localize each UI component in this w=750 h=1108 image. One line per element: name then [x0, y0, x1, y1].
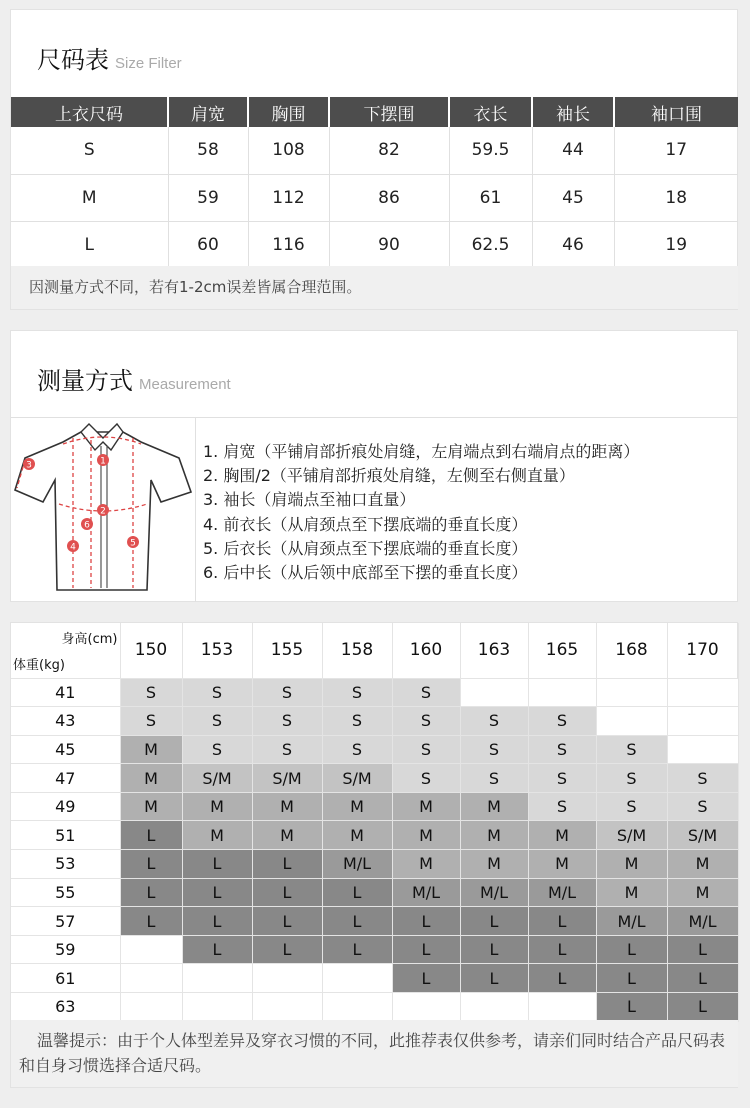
size-cell: [528, 678, 596, 707]
size-cell: M: [528, 850, 596, 879]
table-cell: 58: [168, 127, 248, 174]
size-cell: S: [182, 678, 252, 707]
size-cell: L: [252, 878, 322, 907]
size-cell: M/L: [392, 878, 460, 907]
size-cell: L: [252, 907, 322, 936]
table-cell: 44: [532, 127, 614, 174]
size-cell: L: [182, 907, 252, 936]
size-cell: [120, 935, 182, 964]
size-cell: S: [528, 707, 596, 736]
table-row: [11, 792, 738, 821]
table-cell: 62.5: [449, 221, 532, 268]
size-cell: M: [460, 850, 528, 879]
size-cell: L: [322, 935, 392, 964]
size-cell: [120, 964, 182, 993]
size-cell: S/M: [667, 821, 738, 850]
size-cell: [252, 964, 322, 993]
weight-header: 45: [11, 735, 120, 764]
weight-header: 53: [11, 850, 120, 879]
size-cell: S: [667, 764, 738, 793]
table-cell: 61: [449, 174, 532, 221]
size-cell: S: [392, 678, 460, 707]
weight-header: 47: [11, 764, 120, 793]
size-cell: [596, 678, 667, 707]
marker-6: 6: [84, 520, 90, 531]
size-cell: S: [322, 707, 392, 736]
size-cell: S: [596, 792, 667, 821]
size-cell: M: [667, 850, 738, 879]
size-cell: M: [392, 850, 460, 879]
size-cell: [528, 993, 596, 1022]
table-cell: 90: [329, 221, 449, 268]
size-cell: S: [596, 735, 667, 764]
height-header: 155: [252, 623, 322, 678]
measure-list: [203, 440, 639, 585]
size-cell: S: [392, 707, 460, 736]
size-cell: S: [596, 764, 667, 793]
size-cell: L: [460, 935, 528, 964]
measure-panel: [10, 330, 738, 602]
size-cell: L: [596, 993, 667, 1022]
size-cell: M: [322, 792, 392, 821]
size-cell: [182, 993, 252, 1022]
weight-label: 体重(kg): [13, 657, 65, 673]
size-cell: M: [120, 792, 182, 821]
size-cell: M: [460, 792, 528, 821]
table-cell: 46: [532, 221, 614, 268]
table-cell: M: [11, 174, 168, 221]
column-header: 袖口围: [614, 97, 738, 127]
size-cell: L: [252, 850, 322, 879]
table-cell: 108: [248, 127, 329, 174]
column-header: 胸围: [248, 97, 329, 127]
marker-2: 2: [100, 506, 106, 517]
size-cell: L: [322, 907, 392, 936]
table-cell: 19: [614, 221, 738, 268]
size-title-cn: 尺码表: [37, 46, 109, 74]
size-cell: S: [392, 735, 460, 764]
size-cell: L: [528, 964, 596, 993]
size-cell: M: [322, 821, 392, 850]
size-cell: S: [528, 792, 596, 821]
size-cell: S/M: [322, 764, 392, 793]
size-cell: L: [596, 964, 667, 993]
size-cell: S: [528, 735, 596, 764]
weight-header: 43: [11, 707, 120, 736]
size-cell: M: [460, 821, 528, 850]
size-cell: L: [182, 850, 252, 879]
size-table: [11, 97, 738, 269]
height-header: 153: [182, 623, 252, 678]
list-item: 2. 胸围/2（平铺肩部折痕处肩缝，左侧至右侧直量）: [203, 466, 575, 486]
table-cell: 86: [329, 174, 449, 221]
size-cell: L: [667, 993, 738, 1022]
size-cell: L: [596, 935, 667, 964]
table-cell: 18: [614, 174, 738, 221]
list-item: 3. 袖长（肩端点至袖口直量）: [203, 490, 416, 510]
height-header: 163: [460, 623, 528, 678]
table-row: [11, 678, 738, 707]
measure-section-title: [37, 361, 231, 396]
size-cell: [322, 964, 392, 993]
list-item: 1. 肩宽（平铺肩部折痕处肩缝，左肩端点到右端肩点的距离）: [203, 442, 640, 461]
column-header: 衣长: [449, 97, 532, 127]
weight-header: 55: [11, 878, 120, 907]
marker-5: 5: [130, 538, 136, 549]
size-cell: M/L: [460, 878, 528, 907]
size-cell: [667, 735, 738, 764]
shirt-diagram-icon: [11, 418, 196, 602]
size-cell: S: [460, 707, 528, 736]
size-cell: L: [182, 878, 252, 907]
table-cell: 82: [329, 127, 449, 174]
column-header: 上衣尺码: [11, 97, 168, 127]
size-cell: L: [392, 964, 460, 993]
size-cell: M/L: [667, 907, 738, 936]
table-row: [11, 964, 738, 993]
size-cell: M: [252, 821, 322, 850]
size-cell: S: [322, 678, 392, 707]
shirt-diagram-cell: [11, 418, 196, 602]
weight-header: 51: [11, 821, 120, 850]
table-row: [11, 907, 738, 936]
height-label: 身高(cm): [61, 632, 118, 647]
height-header: 165: [528, 623, 596, 678]
size-cell: M: [182, 821, 252, 850]
size-cell: [667, 707, 738, 736]
size-cell: L: [667, 935, 738, 964]
size-cell: S/M: [182, 764, 252, 793]
size-cell: L: [120, 850, 182, 879]
measure-title-en: Measurement: [139, 376, 231, 393]
size-cell: L: [392, 935, 460, 964]
table-cell: 60: [168, 221, 248, 268]
size-cell: M: [392, 792, 460, 821]
size-cell: [120, 993, 182, 1022]
size-cell: S/M: [252, 764, 322, 793]
table-row: [11, 221, 738, 268]
table-cell: 112: [248, 174, 329, 221]
corner-label: [11, 623, 120, 678]
table-row: [11, 127, 738, 174]
list-item: 6. 后中长（从后领中底部至下摆的垂直长度）: [203, 563, 528, 583]
size-cell: L: [322, 878, 392, 907]
size-cell: S: [252, 707, 322, 736]
size-cell: M/L: [322, 850, 392, 879]
list-item: 4. 前衣长（从肩颈点至下摆底端的垂直长度）: [203, 514, 528, 534]
size-cell: L: [392, 907, 460, 936]
marker-1: 1: [100, 456, 106, 467]
size-cell: M: [120, 735, 182, 764]
height-header: 160: [392, 623, 460, 678]
size-cell: L: [528, 935, 596, 964]
marker-4: 4: [70, 542, 76, 553]
table-row: [11, 993, 738, 1022]
size-cell: [252, 993, 322, 1022]
table-cell: 45: [532, 174, 614, 221]
table-cell: S: [11, 127, 168, 174]
table-row: [11, 935, 738, 964]
weight-header: 61: [11, 964, 120, 993]
size-cell: S: [252, 735, 322, 764]
weight-header: 59: [11, 935, 120, 964]
size-cell: M/L: [596, 907, 667, 936]
size-cell: M: [596, 878, 667, 907]
height-header: 158: [322, 623, 392, 678]
size-cell: S: [322, 735, 392, 764]
height-header: 170: [667, 623, 738, 678]
measure-title-cn: 测量方式: [37, 367, 133, 395]
size-note: 因测量方式不同，若有1-2cm误差皆属合理范围。: [11, 266, 738, 309]
size-cell: S: [528, 764, 596, 793]
size-cell: M: [667, 878, 738, 907]
weight-header: 49: [11, 792, 120, 821]
size-cell: S: [252, 678, 322, 707]
table-row: [11, 821, 738, 850]
size-panel: [10, 9, 738, 310]
size-cell: L: [182, 935, 252, 964]
size-cell: L: [120, 878, 182, 907]
size-cell: [596, 707, 667, 736]
list-item: 5. 后衣长（从肩颈点至下摆底端的垂直长度）: [203, 538, 528, 558]
table-row: [11, 707, 738, 736]
size-cell: [667, 678, 738, 707]
table-row: [11, 735, 738, 764]
height-header-row: [11, 623, 738, 678]
size-cell: L: [460, 964, 528, 993]
size-cell: S: [120, 678, 182, 707]
table-cell: 59.5: [449, 127, 532, 174]
size-cell: L: [252, 935, 322, 964]
size-cell: S: [392, 764, 460, 793]
table-cell: 116: [248, 221, 329, 268]
recommend-panel: [10, 622, 738, 1088]
size-cell: M: [120, 764, 182, 793]
size-cell: [460, 993, 528, 1022]
size-title-en: Size Filter: [115, 55, 182, 72]
measure-box: [11, 417, 738, 601]
size-cell: M: [392, 821, 460, 850]
size-cell: S: [182, 735, 252, 764]
size-cell: M: [252, 792, 322, 821]
size-cell: [182, 964, 252, 993]
height-header: 168: [596, 623, 667, 678]
size-cell: M: [596, 850, 667, 879]
recommend-table: [11, 623, 739, 1022]
table-cell: 17: [614, 127, 738, 174]
table-cell: 59: [168, 174, 248, 221]
size-cell: [392, 993, 460, 1022]
size-cell: L: [460, 907, 528, 936]
weight-header: 41: [11, 678, 120, 707]
marker-3: 3: [26, 460, 32, 471]
table-row: [11, 878, 738, 907]
size-cell: S: [460, 735, 528, 764]
size-cell: S: [667, 792, 738, 821]
size-cell: M/L: [528, 878, 596, 907]
size-cell: [322, 993, 392, 1022]
size-cell: S/M: [596, 821, 667, 850]
size-section-title: [37, 40, 182, 75]
size-table-header: [11, 97, 738, 127]
size-cell: M: [528, 821, 596, 850]
table-row: [11, 764, 738, 793]
size-cell: L: [120, 821, 182, 850]
table-cell: L: [11, 221, 168, 268]
size-cell: M: [182, 792, 252, 821]
size-cell: S: [120, 707, 182, 736]
column-header: 袖长: [532, 97, 614, 127]
weight-header: 57: [11, 907, 120, 936]
size-cell: S: [460, 764, 528, 793]
column-header: 下摆围: [329, 97, 449, 127]
size-cell: S: [182, 707, 252, 736]
tip-text: 温馨提示：由于个人体型差异及穿衣习惯的不同，此推荐表仅供参考，请亲们同时结合产品尺码表和自身习惯选择合适尺码。: [11, 1020, 738, 1087]
weight-header: 63: [11, 993, 120, 1022]
column-header: 肩宽: [168, 97, 248, 127]
height-header: 150: [120, 623, 182, 678]
size-cell: L: [667, 964, 738, 993]
size-cell: L: [120, 907, 182, 936]
table-row: [11, 850, 738, 879]
table-row: [11, 174, 738, 221]
size-cell: L: [528, 907, 596, 936]
size-cell: [460, 678, 528, 707]
